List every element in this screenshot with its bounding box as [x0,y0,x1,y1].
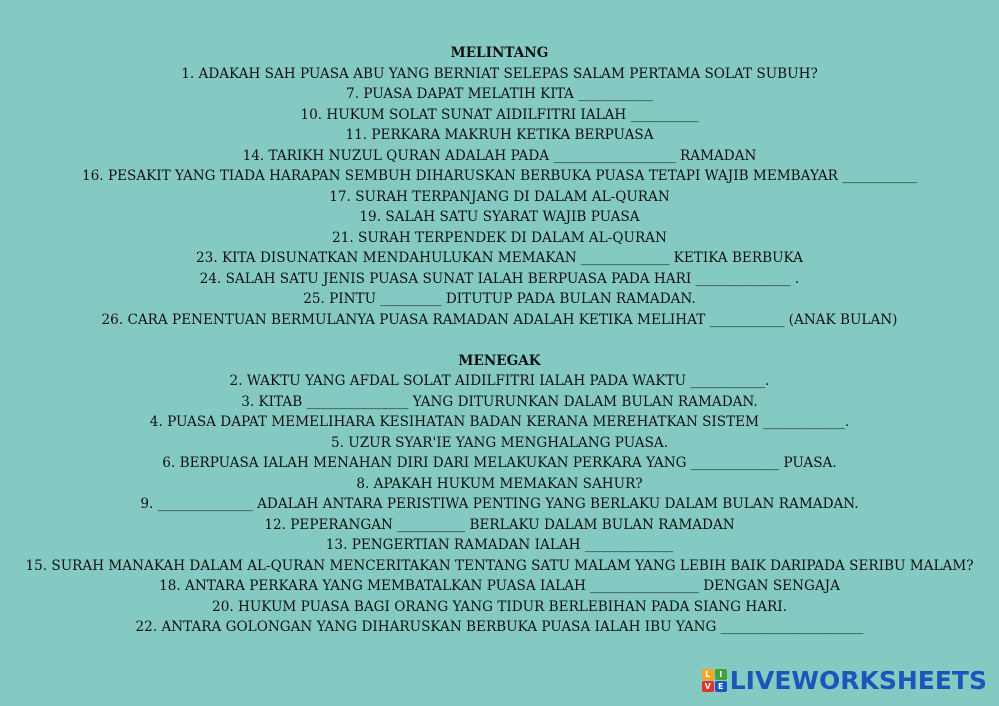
clue-down: 22. ANTARA GOLONGAN YANG DIHARUSKAN BERBUKA PUASA IALAH IBU YANG _____________________ [135,619,864,635]
logo-letter: I [715,669,727,680]
clue-across: 16. PESAKIT YANG TIADA HARAPAN SEMBUH DIHARUSKAN BERBUKA PUASA TETAPI WAJIB MEMBAYAR ___________ [82,168,917,184]
section-spacer [0,330,999,351]
clue-across: 24. SALAH SATU JENIS PUASA SUNAT IALAH BERPUASA PADA HARI ______________ . [199,270,800,287]
liveworksheets-logo[interactable] [702,666,987,695]
logo-text: LIVEWORKSHEETS [729,666,987,695]
clue-across: 7. PUASA DAPAT MELATIH KITA ___________ [346,86,653,102]
clue-down: 13. PENGERTIAN RAMADAN IALAH _____________ [325,537,674,553]
clue-down: 12. PEPERANGAN __________ BERLAKU DALAM BULAN RAMADAN [264,516,735,533]
clue-across: 11. PERKARA MAKRUH KETIKA BERPUASA [345,127,654,143]
clue-across: 19. SALAH SATU SYARAT WAJIB PUASA [359,209,640,225]
logo-letter: E [715,681,727,692]
clue-across: 25. PINTU _________ DITUTUP PADA BULAN RAMADAN. [303,291,696,307]
clue-down: 20. HUKUM PUASA BAGI ORANG YANG TIDUR BERLEBIHAN PADA SIANG HARI. [212,598,787,615]
clue-across: 1. ADAKAH SAH PUASA ABU YANG BERNIAT SELEPAS SALAM PERTAMA SOLAT SUBUH? [181,65,818,82]
clue-across: 21. SURAH TERPENDEK DI DALAM AL-QURAN [332,229,667,246]
clue-across: 26. CARA PENENTUAN BERMULANYA PUASA RAMADAN ADALAH KETIKA MELIHAT ___________ (ANAK BULAN) [101,311,898,328]
clue-across: 10. HUKUM SOLAT SUNAT AIDILFITRI IALAH __________ [300,106,699,123]
worksheet [0,43,999,638]
clue-down: 6. BERPUASA IALAH MENAHAN DIRI DARI MELAKUKAN PERKARA YANG _____________ PUASA. [162,455,837,471]
menegak-list [0,371,999,638]
clue-down: 4. PUASA DAPAT MEMELIHARA KESIHATAN BADAN KERANA MEREHATKAN SISTEM ____________. [149,414,850,430]
clue-across: 23. KITA DISUNATKAN MENDAHULUKAN MEMAKAN _____________ KETIKA BERBUKA [196,250,803,266]
melintang-heading: MELINTANG [450,45,549,61]
clue-across: 14. TARIKH NUZUL QURAN ADALAH PADA __________________ RAMADAN [242,147,757,164]
clue-down: 3. KITAB _______________ YANG DITURUNKAN DALAM BULAN RAMADAN. [241,393,758,410]
logo-mark-icon [702,669,727,692]
clue-down: 9. ______________ ADALAH ANTARA PERISTIWA PENTING YANG BERLAKU DALAM BULAN RAMADAN. [140,496,859,512]
clue-down: 15. SURAH MANAKAH DALAM AL-QURAN MENCERITAKAN TENTANG SATU MALAM YANG LEBIH BAIK DARIPADA SERIBU MALAM? [25,557,974,574]
clue-down: 5. UZUR SYAR'IE YANG MENGHALANG PUASA. [330,434,669,451]
clue-down: 2. WAKTU YANG AFDAL SOLAT AIDILFITRI IALAH PADA WAKTU ___________. [229,373,770,389]
menegak-heading: MENEGAK [458,352,541,369]
clue-down: 8. APAKAH HUKUM MEMAKAN SAHUR? [356,475,643,492]
logo-letter: L [702,669,714,680]
melintang-list [0,64,999,331]
clue-down: 18. ANTARA PERKARA YANG MEMBATALKAN PUASA IALAH ________________ DENGAN SENGAJA [159,578,840,594]
clue-across: 17. SURAH TERPANJANG DI DALAM AL-QURAN [329,188,670,205]
logo-letter: V [702,681,714,692]
